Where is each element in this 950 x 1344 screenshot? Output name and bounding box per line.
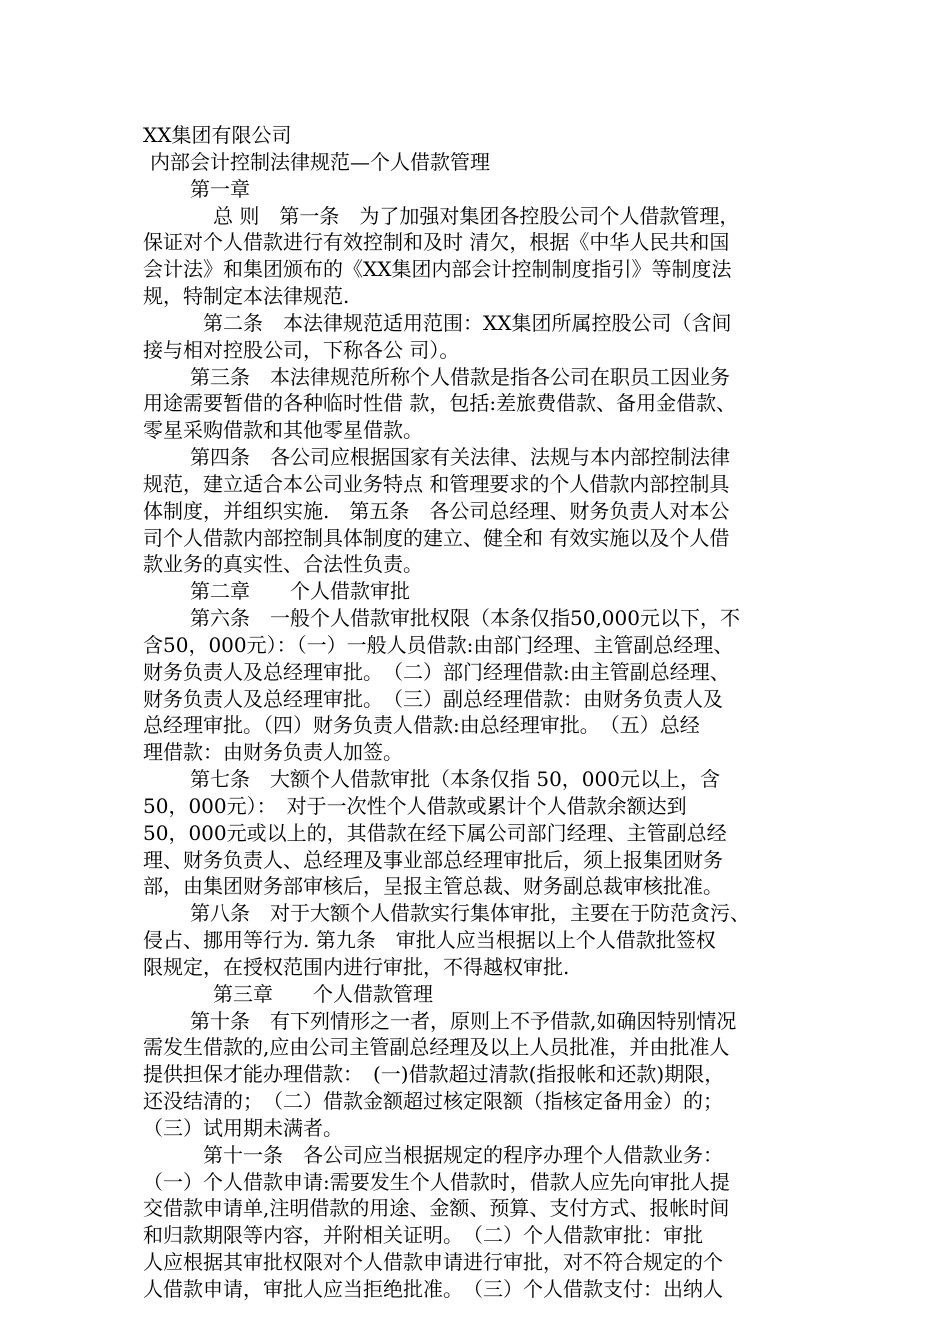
body-line: 总 则 第一条 为了加强对集团各控股公司个人借款管理， (213, 204, 740, 228)
body-line: 规范，建立适合本公司业务特点 和管理要求的个人借款内部控制具 (143, 472, 730, 496)
body-line: 第六条 一般个人借款审批权限（本条仅指50,000元以下，不 (190, 606, 740, 630)
body-line: 财务负责人及总经理审批。 （二）部门经理借款:由主管副总经理、 (143, 660, 730, 684)
body-line: 财务负责人及总经理审批。 （三）副总经理借款：由财务负责人及 (143, 687, 723, 711)
document-title: 内部会计控制法律规范—个人借款管理 (150, 150, 490, 174)
body-line: 50，000元）： 对于一次性个人借款或累计个人借款余额达到 (143, 794, 687, 818)
body-line: （三）试用期未满者。 (143, 1116, 343, 1140)
body-line: 第八条 对于大额个人借款实行集体审批，主要在于防范贪污、 (190, 901, 750, 925)
body-line: 50，000元或以上的，其借款在经下属公司部门经理、主管副总经 (143, 821, 727, 845)
body-line: 部，由集团财务部审核后，呈报主管总裁、财务副总裁审核批准。 (143, 874, 723, 898)
body-line: 总经理审批。（四）财务负责人借款:由总经理审批。 （五）总经 (143, 713, 700, 737)
body-line: 保证对个人借款进行有效控制和及时 清欠，根据《中华人民共和国 (143, 230, 730, 254)
body-line: 体制度，并组织实施. 第五条 各公司总经理、财务负责人对本公 (143, 499, 730, 523)
body-line: 第十一条 各公司应当根据规定的程序办理个人借款业务： (203, 1143, 723, 1167)
body-line: 人应根据其审批权限对个人借款申请进行审批，对不符合规定的个 (143, 1250, 723, 1274)
body-line: 限规定，在授权范围内进行审批，不得越权审批. (143, 955, 570, 979)
body-line: 款业务的真实性、合法性负责。 (143, 552, 423, 576)
body-line: 第四条 各公司应根据国家有关法律、法规与本内部控制法律 (190, 445, 730, 469)
body-line: 第二条 本法律规范适用范围：XX集团所属控股公司（含间 (203, 311, 732, 335)
body-line: 接与相对控股公司，下称各公 司）。 (143, 338, 460, 362)
body-line: 和归款期限等内容，并附相关证明。 （二）个人借款审批：审批 (143, 1223, 703, 1247)
body-line: 第三条 本法律规范所称个人借款是指各公司在职员工因业务 (190, 365, 730, 389)
body-line: 用途需要暂借的各种临时性借 款，包括:差旅费借款、备用金借款、 (143, 391, 737, 415)
body-line: 规，特制定本法律规范. (143, 284, 350, 308)
body-line: 人借款申请，审批人应当拒绝批准。 （三）个人借款支付：出纳人 (143, 1277, 723, 1301)
body-line: 第七条 大额个人借款审批（本条仅指 50，000元以上，含 (190, 767, 720, 791)
body-line: 零星采购借款和其他零星借款。 (143, 418, 423, 442)
body-line: 第十条 有下列情形之一者，原则上不予借款,如确因特别情况 (190, 1009, 737, 1033)
body-line: 理、财务负责人、总经理及事业部总经理审批后，须上报集团财务 (143, 848, 723, 872)
body-line: 侵占、挪用等行为. 第九条 审批人应当根据以上个人借款批签权 (143, 928, 716, 952)
company-name: XX集团有限公司 (143, 123, 292, 147)
body-line: 含50，000元）：（一）一般人员借款:由部门经理、主管副总经理、 (143, 633, 734, 657)
body-line: 司个人借款内部控制具体制度的建立、健全和 有效实施以及个人借 (143, 526, 730, 550)
body-line: （一）个人借款申请:需要发生个人借款时，借款人应先向审批人提 (143, 1170, 730, 1194)
body-line: 会计法》和集团颁布的《XX集团内部会计控制制度指引》等制度法 (143, 257, 732, 281)
chapter-heading: 第一章 (190, 177, 250, 201)
body-line: 交借款申请单,注明借款的用途、金额、预算、支付方式、报帐时间 (143, 1196, 730, 1220)
body-line: 提供担保才能办理借款： (一)借款超过清款(指报帐和还款)期限， (143, 1062, 725, 1086)
chapter-heading: 第二章 个人借款审批 (190, 579, 410, 603)
chapter-heading: 第三章 个人借款管理 (213, 982, 433, 1006)
body-line: 理借款：由财务负责人加签。 (143, 740, 403, 764)
body-line: 还没结清的； （二）借款金额超过核定限额（指核定备用金）的； (143, 1089, 723, 1113)
body-line: 需发生借款的,应由公司主管副总经理及以上人员批准，并由批准人 (143, 1035, 730, 1059)
